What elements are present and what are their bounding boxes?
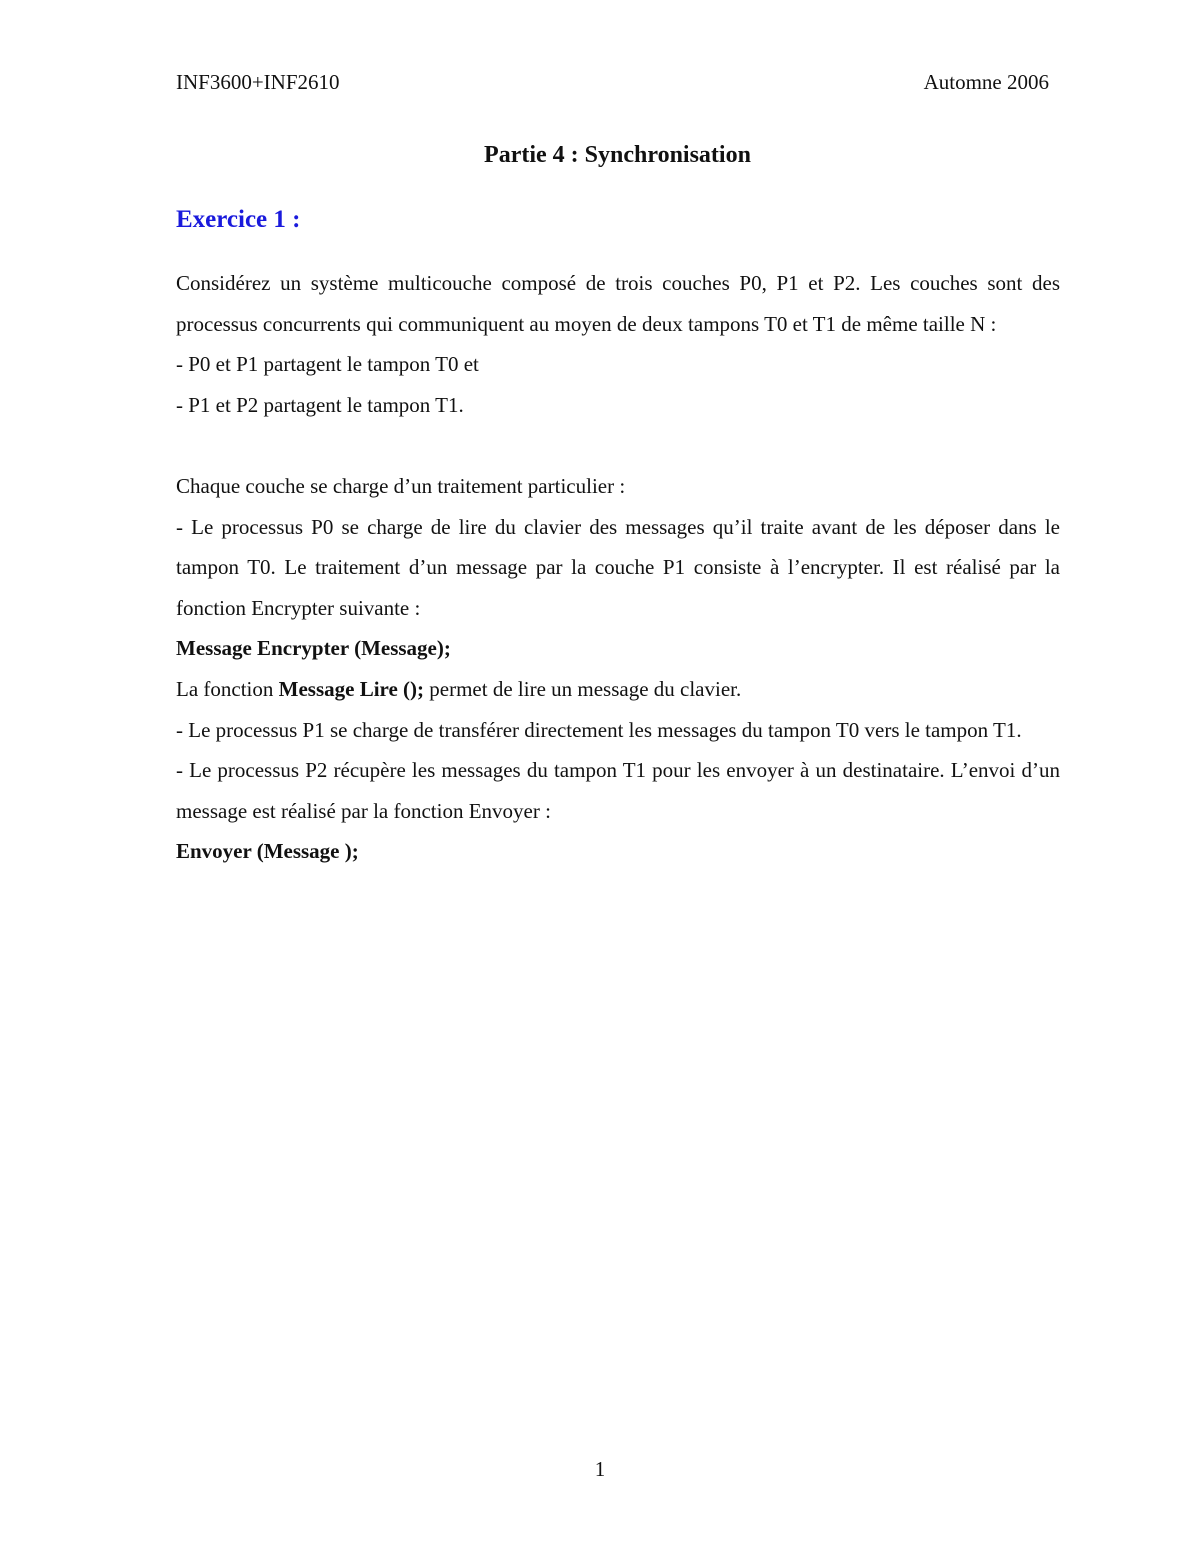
spacer	[176, 425, 1060, 466]
code-lire: Message Lire ();	[278, 676, 425, 701]
lire-pre: La fonction	[176, 676, 279, 701]
code-encrypter-text: Message Encrypter (Message);	[176, 636, 451, 661]
code-encrypter	[176, 628, 1060, 669]
code-envoyer-text: Envoyer (Message );	[176, 839, 359, 864]
semester: Automne 2006	[923, 70, 1049, 94]
page-header	[176, 70, 1049, 100]
paragraph-p2: - Le processus P2 récupère les messages du tampon T1 pour les envoyer à un destinataire. L’envoi d’un message est réalisé par la fonction Envoyer :	[176, 758, 1060, 823]
page-title: Partie 4 : Synchronisation	[484, 142, 751, 168]
paragraph-p0: - Le processus P0 se charge de lire du clavier des messages qu’il traite avant de les déposer dans le tampon T0. Le traitement d’un message par la couche P1 consiste à l’encrypter. Il est réalisé par la fonction Encrypter suivante :	[176, 514, 1060, 620]
course-code: INF3600+INF2610	[176, 70, 340, 94]
lire-post: permet de lire un message du clavier.	[424, 676, 742, 701]
list-item-t0: - P0 et P1 partagent le tampon T0 et	[176, 352, 479, 377]
code-envoyer	[176, 831, 1060, 872]
paragraph-lire	[176, 669, 1060, 710]
paragraph-layers: Chaque couche se charge d’un traitement particulier :	[176, 473, 626, 498]
paragraph-p1: - Le processus P1 se charge de transférer directement les messages du tampon T0 vers le tampon T1.	[176, 717, 1022, 742]
exercise-heading: Exercice 1 :	[176, 206, 301, 233]
page-number: 1	[594, 1457, 606, 1481]
list-item-t1: - P1 et P2 partagent le tampon T1.	[176, 392, 464, 417]
document-body	[176, 263, 1060, 872]
paragraph-intro: Considérez un système multicouche composé de trois couches P0, P1 et P2. Les couches sont des processus concurrents qui communiquent au moyen de deux tampons T0 et T1 de même taille N :	[176, 271, 1060, 336]
